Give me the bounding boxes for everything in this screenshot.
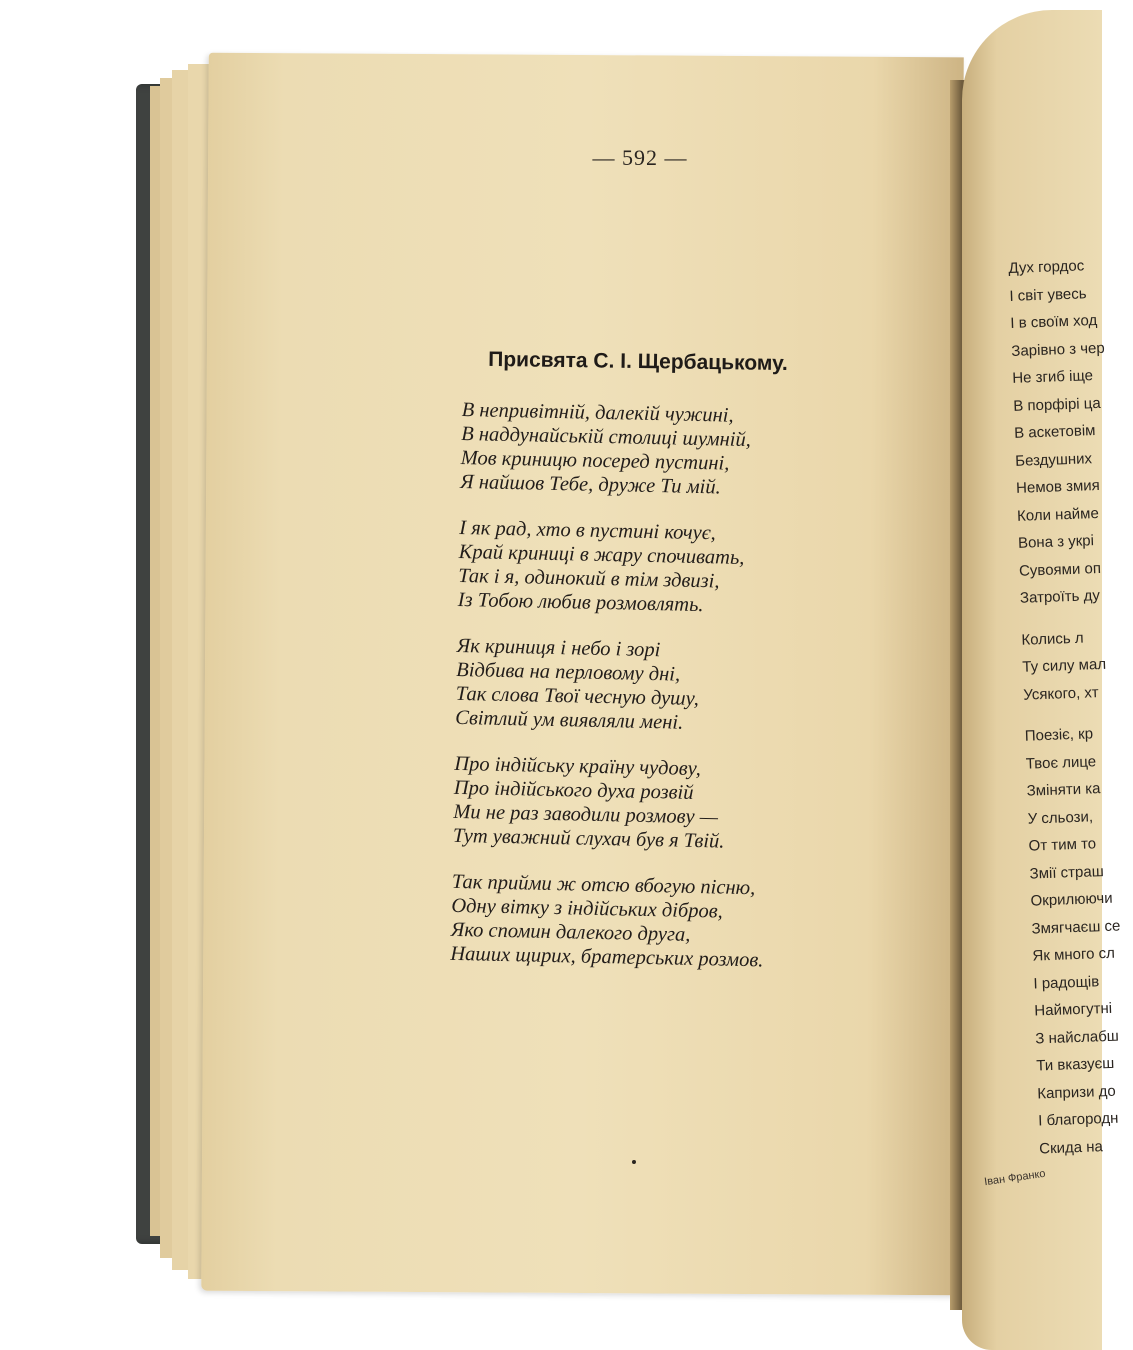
- right-page-line: І радощів: [1033, 972, 1100, 993]
- right-page-line: Ту силу мал: [1022, 655, 1107, 676]
- right-page-line: Змягчаєш се: [1031, 916, 1121, 938]
- right-page-line: Як много сл: [1032, 944, 1116, 965]
- right-page-line: В аскетовім: [1013, 422, 1096, 442]
- poem-line: В наддунайській столиці шумній,: [461, 422, 752, 452]
- poem-line: Світлий ум виявляли мені.: [455, 706, 684, 734]
- poem-line: Відбива на перловому дні,: [456, 658, 681, 686]
- right-page-line: Поезіє, кр: [1024, 725, 1094, 745]
- stanza: [453, 752, 835, 856]
- right-page-line: У сльози,: [1027, 807, 1094, 828]
- right-page-line: З найслабш: [1035, 1027, 1120, 1048]
- right-page-line: Колись л: [1021, 629, 1084, 649]
- right-page-line: От тим то: [1028, 835, 1097, 855]
- right-page-line: Скида на: [1038, 1137, 1104, 1157]
- poem-line: Так прийми ж отсю вбогую пісню,: [451, 870, 756, 900]
- right-page-line: Наймогутні: [1034, 999, 1113, 1020]
- right-page-line: Капризи до: [1036, 1082, 1116, 1102]
- right-page-line: Дух гордос: [1008, 257, 1085, 277]
- poem-line: Я найшов Тебе, друже Ти мій.: [460, 470, 721, 499]
- stanza: [460, 398, 842, 502]
- poem-line: Так слова Твої чесную душу,: [455, 682, 700, 711]
- page-speck: [632, 1160, 636, 1164]
- poem-line: Одну вітку з індійських дібров,: [451, 894, 724, 923]
- right-page-line: В порфірі ца: [1012, 394, 1101, 415]
- poem-line: Ми не раз заводили розмову —: [453, 800, 719, 829]
- right-page-line: І благородн: [1037, 1109, 1119, 1130]
- right-page-line: Ти вказуєш: [1036, 1054, 1115, 1075]
- right-page-line: Зміняти ка: [1026, 780, 1101, 800]
- page-number: — 592 —: [592, 145, 688, 170]
- poem-line: Тут уважний слухач був я Твій.: [452, 824, 725, 853]
- poem-title: Присвята С. І. Щербацькому.: [488, 347, 788, 376]
- right-page-line: І світ увесь: [1009, 284, 1087, 305]
- right-page-line: І в своїм ход: [1010, 311, 1098, 332]
- stanza: [455, 634, 837, 738]
- poem-line: Про індійську країну чудову,: [454, 752, 702, 781]
- poem-line: Яко спомин далекого друга,: [450, 918, 691, 946]
- right-page-line: Бездушних: [1014, 449, 1093, 470]
- right-page-line: Змії страш: [1029, 862, 1104, 883]
- poem-body: [450, 398, 842, 996]
- right-page-line: Окрилюючи: [1030, 889, 1113, 910]
- stanza: [450, 870, 832, 974]
- right-page-line: Затроїть ду: [1019, 587, 1101, 607]
- right-page-line: Вона з укрі: [1017, 532, 1095, 552]
- poem-line: Як криниця і небо і зорі: [456, 634, 661, 662]
- right-page-line: Немов змия: [1015, 476, 1101, 497]
- right-page-line: Не згиб іще: [1012, 367, 1094, 387]
- footer-signature: Іван Франко: [983, 1167, 1047, 1189]
- poem-line: Край криниці в жару спочивать,: [458, 540, 745, 569]
- poem-line: В непривітній, далекій чужині,: [461, 398, 734, 427]
- right-page-line: Сувоями оп: [1018, 559, 1102, 580]
- poem-line: Мов криницю посеред пустині,: [460, 446, 730, 475]
- stanza: [458, 516, 840, 620]
- right-page-line: Твоє лице: [1025, 752, 1097, 773]
- right-page-line: Усякого, хт: [1023, 683, 1099, 704]
- poem-line: Із Тобою любив розмовлять.: [457, 588, 704, 617]
- right-page-line: Коли найме: [1016, 504, 1100, 525]
- poem-line: І як рад, хто в пустині кочує,: [459, 516, 717, 545]
- poem-line: Про індійського духа розвій: [453, 776, 694, 804]
- poem-line: Так і я, одинокий в тім здвизі,: [458, 564, 720, 593]
- poem-line: Наших щирих, братерських розмов.: [450, 942, 764, 972]
- right-page-line: Зарівно з чер: [1011, 339, 1105, 360]
